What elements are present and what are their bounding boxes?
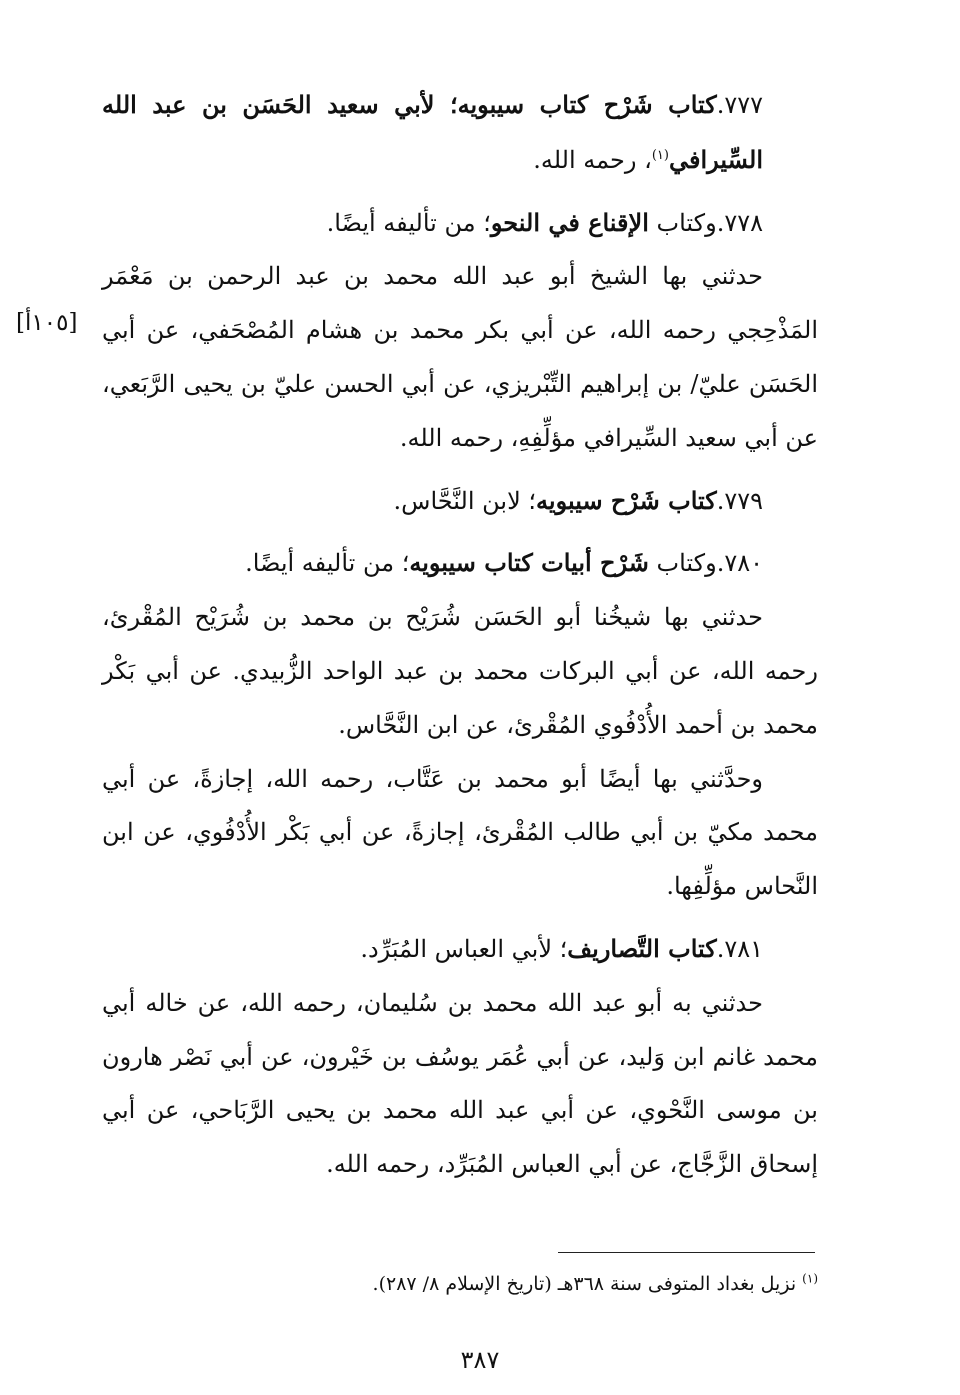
entry-suffix: ؛ من تأليفه أيضًا. (245, 549, 410, 578)
entry-777 (102, 78, 818, 188)
entry-779 (102, 474, 818, 529)
footnote-marker: (١) (802, 1271, 818, 1286)
main-text (102, 78, 818, 1192)
footnote-divider (558, 1252, 815, 1253)
entry-title: كتاب شَرْح كتاب سيبويه؛ لأبي سعيد الحَسَن بن عبد الله السِّيرافي (102, 90, 763, 174)
entry-suffix: ؛ لابن النَّحَّاس. (393, 486, 537, 515)
page-number: ٣٨٧ (460, 1346, 500, 1374)
entry-title: كتاب شَرْح سيبويه (536, 485, 717, 515)
entry-prefix: وكتاب (648, 208, 717, 237)
entry-prefix: وكتاب (648, 549, 717, 578)
entry-780 (102, 536, 818, 591)
entry-778 (102, 196, 818, 251)
entry-number: ٧٧٨. (716, 208, 763, 237)
entry-suffix: ؛ لأبي العباس المُبَرِّد. (360, 934, 568, 963)
footnote-reference[interactable]: (١) (651, 147, 669, 163)
entry-number: ٧٧٩. (716, 486, 763, 515)
isnad-780-a: حدثني بها شيخُنا أبو الحَسَن شُرَيْح بن محمد بن شُرَيْح المُقْرئ، رحمه الله، عن أبي البركات محمد بن عبد الواحد الزُّبيدي. عن أبي بَكْر محمد بن أحمد الأُدْفُوي المُقْرئ، عن ابن النَّحَّاس. (102, 603, 818, 739)
entry-number: ٧٨٠. (716, 549, 763, 578)
footnote-text: نزيل بغداد المتوفى سنة ٣٦٨هـ (تاريخ الإسلام ٨/ ٢٨٧). (372, 1273, 797, 1295)
entry-suffix: ، رحمه الله. (533, 145, 652, 174)
entry-number: ٧٧٧. (716, 91, 763, 119)
footnote (102, 1266, 818, 1302)
isnad-778: حدثني بها الشيخ أبو عبد الله محمد بن عبد الرحمن بن مَعْمَر المَذْحِجي رحمه الله، عن أبي بكر محمد بن هشام المُصْحَفي، عن أبي الحَسَن عليّ/ بن إبراهيم التِّبْريزي، عن أبي الحسن عليّ بن يحيى الرَّبَعي، عن أبي سعيد السِّيرافي مؤلِّفِهِ، رحمه الله. (102, 262, 819, 452)
isnad-781: حدثني به أبو عبد الله محمد بن سُليمان، رحمه الله، عن خاله أبي محمد غانم ابن وَليد، عن أبي عُمَر يوسُف بن خَيْرون، عن أبي نَصْر هارون بن موسى النَّحْوي، عن أبي عبد الله محمد بن يحيى الرَّبَاحي، عن أبي إسحاق الزَّجَّاج، عن أبي العباس المُبَرِّد، رحمه الله. (102, 988, 818, 1179)
entry-number: ٧٨١. (716, 934, 763, 963)
isnad-780-b: وحدَّثني بها أيضًا أبو محمد بن عَتَّاب، رحمه الله، إجازةً، عن أبي محمد مكيّ بن أبي طالب المُقْرئ، إجازةً، عن أبي بَكْر الأُدْفُوي، عن ابن النَّحاس مؤلِّفِها. (102, 764, 818, 901)
entry-781 (102, 922, 818, 977)
entry-title: كتاب التَّصاريف (567, 933, 717, 963)
entry-suffix: ؛ من تأليفه أيضًا. (326, 208, 491, 237)
entry-title: شَرْح أبيات كتاب سيبويه (409, 548, 649, 578)
manuscript-folio-marker: [١٠٥أ] (16, 310, 78, 336)
entry-title: الإقناع في النحو (490, 207, 649, 237)
